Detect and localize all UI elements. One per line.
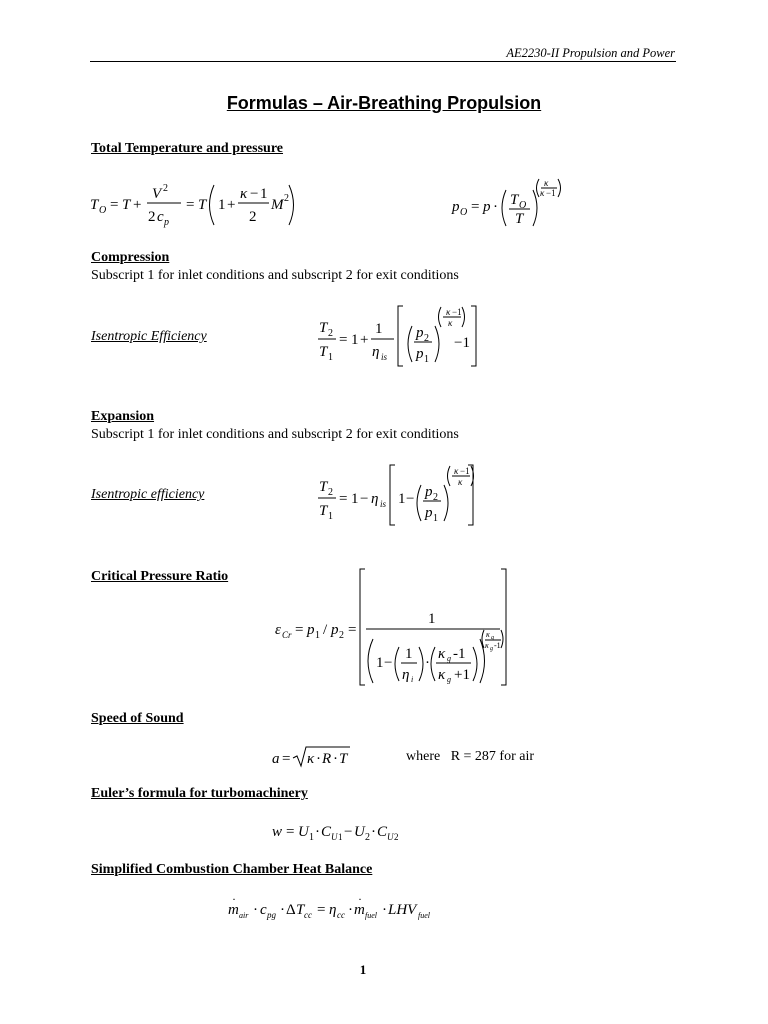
svg-text:O: O (519, 200, 527, 211)
svg-text:κ: κ (448, 318, 453, 328)
svg-text:1: 1 (433, 513, 438, 524)
svg-text:p: p (425, 505, 433, 521)
svg-text:−1: −1 (452, 307, 462, 317)
svg-text:air: air (239, 911, 249, 920)
svg-text:+: + (133, 197, 142, 213)
svg-text:fuel: fuel (418, 911, 430, 920)
svg-text:ε: ε (275, 622, 281, 638)
svg-text:−: − (360, 491, 369, 507)
svg-text:2: 2 (433, 492, 438, 503)
svg-text:fuel: fuel (365, 911, 377, 920)
svg-text:is: is (380, 499, 387, 509)
svg-text:+: + (227, 197, 236, 213)
section-heading-critical: Critical Pressure Ratio (91, 569, 229, 584)
svg-text:U: U (354, 824, 365, 840)
svg-text:−: − (384, 655, 393, 671)
compression-efficiency-label: Isentropic Efficiency (91, 329, 207, 344)
speed-of-sound-note: where R = 287 for air (406, 749, 535, 764)
svg-text:1: 1 (260, 186, 268, 202)
svg-text:·: · (348, 902, 353, 918)
svg-text:=: = (339, 332, 348, 348)
svg-text:=: = (282, 751, 291, 767)
svg-text:V: V (152, 186, 162, 202)
svg-text:O: O (460, 207, 468, 218)
svg-text:κ: κ (485, 641, 489, 650)
svg-text:·: · (493, 199, 498, 215)
svg-text:·: · (253, 902, 258, 918)
svg-text:=: = (348, 622, 357, 638)
svg-text:·: · (358, 892, 362, 906)
svg-text:2: 2 (424, 333, 429, 344)
svg-text:κ: κ (458, 477, 463, 487)
svg-text:Cr: Cr (282, 630, 292, 640)
svg-text:−: − (250, 186, 259, 202)
svg-text:=: = (339, 491, 348, 507)
expansion-subtitle: Subscript 1 for inlet conditions and subscript 2 for exit conditions (91, 427, 459, 442)
total-pressure-formula (452, 174, 577, 230)
svg-text:κ: κ (544, 178, 549, 188)
expansion-efficiency-formula (318, 463, 483, 529)
svg-text:2: 2 (148, 209, 156, 225)
svg-text:g: g (490, 646, 493, 652)
svg-text:κ: κ (486, 630, 490, 639)
svg-text:=: = (286, 824, 295, 840)
svg-text:T: T (90, 197, 99, 213)
svg-text:2: 2 (328, 328, 333, 339)
svg-text:O: O (99, 205, 107, 216)
svg-text:g: g (447, 675, 451, 684)
svg-text:−1: −1 (546, 188, 556, 198)
svg-text:p: p (483, 199, 491, 215)
svg-text:T: T (510, 192, 519, 208)
section-heading-expansion: Expansion (91, 409, 155, 424)
section-heading-combustion: Simplified Combustion Chamber Heat Balance (91, 862, 373, 877)
svg-text:p: p (331, 622, 339, 638)
svg-text:cc: cc (304, 910, 312, 920)
svg-text:cc: cc (337, 910, 345, 920)
svg-text:−1: −1 (454, 335, 470, 351)
svg-text:p: p (164, 217, 169, 228)
total-temperature-formula (90, 176, 330, 232)
svg-text:1: 1 (428, 611, 436, 627)
svg-text:1: 1 (218, 197, 226, 213)
svg-text:is: is (381, 352, 388, 362)
svg-text:c: c (260, 902, 267, 918)
svg-text:·: · (232, 892, 236, 906)
svg-text:1: 1 (376, 655, 384, 671)
svg-text:η: η (371, 491, 379, 507)
svg-text:η: η (402, 667, 410, 683)
svg-text:2: 2 (328, 487, 333, 498)
svg-text:2: 2 (249, 209, 257, 225)
svg-text:2: 2 (339, 630, 344, 641)
svg-text:-1: -1 (494, 641, 501, 650)
svg-text:T: T (296, 902, 305, 918)
svg-text:2: 2 (365, 832, 370, 843)
svg-text:R: R (322, 751, 332, 767)
svg-text:1: 1 (338, 832, 343, 842)
svg-text:κ: κ (307, 751, 315, 767)
page-number: 1 (359, 962, 367, 977)
svg-text:−: − (406, 491, 415, 507)
svg-text:C: C (321, 824, 332, 840)
svg-text:·: · (371, 824, 376, 840)
svg-text:T: T (198, 197, 207, 213)
svg-text:U: U (387, 832, 394, 842)
svg-text:1: 1 (328, 511, 333, 522)
section-heading-euler: Euler’s formula for turbomachinery (91, 786, 308, 801)
svg-text:w: w (272, 824, 283, 840)
svg-text:i: i (411, 675, 414, 684)
svg-text:−1: −1 (460, 466, 470, 476)
svg-text:2: 2 (163, 183, 168, 194)
svg-text:κ: κ (240, 186, 248, 202)
svg-text:a: a (272, 751, 280, 767)
svg-text:1: 1 (351, 491, 359, 507)
svg-text:κ: κ (540, 188, 545, 198)
svg-text:κ: κ (438, 667, 446, 683)
svg-text:T: T (339, 751, 348, 767)
svg-text:p: p (416, 325, 424, 341)
svg-text:1: 1 (375, 321, 383, 337)
svg-text:1: 1 (315, 630, 320, 641)
section-heading-sound: Speed of Sound (91, 711, 184, 726)
svg-text:T: T (122, 197, 131, 213)
svg-text:·: · (333, 751, 338, 767)
svg-text:T: T (319, 344, 328, 360)
section-heading-total: Total Temperature and pressure (91, 141, 284, 156)
svg-text:2: 2 (284, 193, 289, 204)
svg-text:/: / (323, 622, 328, 638)
svg-text:=: = (186, 197, 195, 213)
header-rule (90, 61, 676, 62)
svg-text:U: U (298, 824, 309, 840)
svg-text:M: M (271, 197, 284, 213)
svg-text:κ: κ (438, 646, 446, 662)
svg-text:1: 1 (351, 332, 359, 348)
svg-text:2: 2 (394, 832, 399, 842)
svg-text:+: + (360, 332, 369, 348)
svg-text:=: = (295, 622, 304, 638)
page-title: Formulas – Air-Breathing Propulsion (226, 93, 542, 113)
svg-text:T: T (319, 479, 328, 495)
compression-subtitle: Subscript 1 for inlet conditions and subscript 2 for exit conditions (91, 268, 459, 283)
critical-pressure-ratio-formula (275, 567, 515, 692)
svg-text:·: · (315, 824, 320, 840)
svg-text:1: 1 (424, 354, 429, 365)
svg-text:1: 1 (309, 832, 314, 843)
expansion-efficiency-label: Isentropic efficiency (91, 487, 205, 502)
compression-efficiency-formula (318, 304, 483, 370)
speed-of-sound-formula (272, 744, 362, 770)
svg-text:κ: κ (446, 307, 451, 317)
svg-text:−: − (344, 824, 353, 840)
svg-text:LHV: LHV (388, 902, 417, 918)
svg-text:T: T (319, 320, 328, 336)
euler-turbomachinery-formula (272, 818, 412, 844)
svg-text:p: p (425, 484, 433, 500)
combustion-heat-balance-formula (228, 892, 448, 924)
svg-text:·: · (425, 655, 430, 671)
svg-text:T: T (515, 211, 524, 227)
svg-text:g: g (491, 635, 494, 641)
svg-text:1: 1 (405, 646, 413, 662)
section-heading-compression: Compression (91, 250, 170, 265)
svg-text:m: m (354, 902, 365, 918)
svg-text:·: · (382, 902, 387, 918)
svg-text:c: c (157, 209, 164, 225)
svg-text:η: η (372, 344, 380, 360)
svg-text:g: g (447, 654, 451, 663)
svg-text:p: p (416, 346, 424, 362)
svg-text:=: = (317, 902, 326, 918)
svg-text:C: C (377, 824, 388, 840)
svg-text:p: p (307, 622, 315, 638)
svg-text:Δ: Δ (286, 902, 296, 918)
svg-text:=: = (110, 197, 119, 213)
svg-text:m: m (228, 902, 239, 918)
svg-text:U: U (331, 832, 338, 842)
svg-text:·: · (280, 902, 285, 918)
svg-text:1: 1 (398, 491, 406, 507)
running-header: AE2230-II Propulsion and Power (506, 46, 675, 60)
svg-text:κ: κ (454, 466, 459, 476)
svg-text:p: p (452, 199, 460, 215)
svg-text:-1: -1 (453, 646, 466, 662)
svg-text:·: · (316, 751, 321, 767)
svg-text:η: η (329, 902, 337, 918)
svg-text:=: = (471, 199, 480, 215)
svg-text:pg: pg (267, 910, 276, 920)
svg-text:+1: +1 (454, 667, 470, 683)
svg-text:T: T (319, 503, 328, 519)
svg-text:1: 1 (328, 352, 333, 363)
